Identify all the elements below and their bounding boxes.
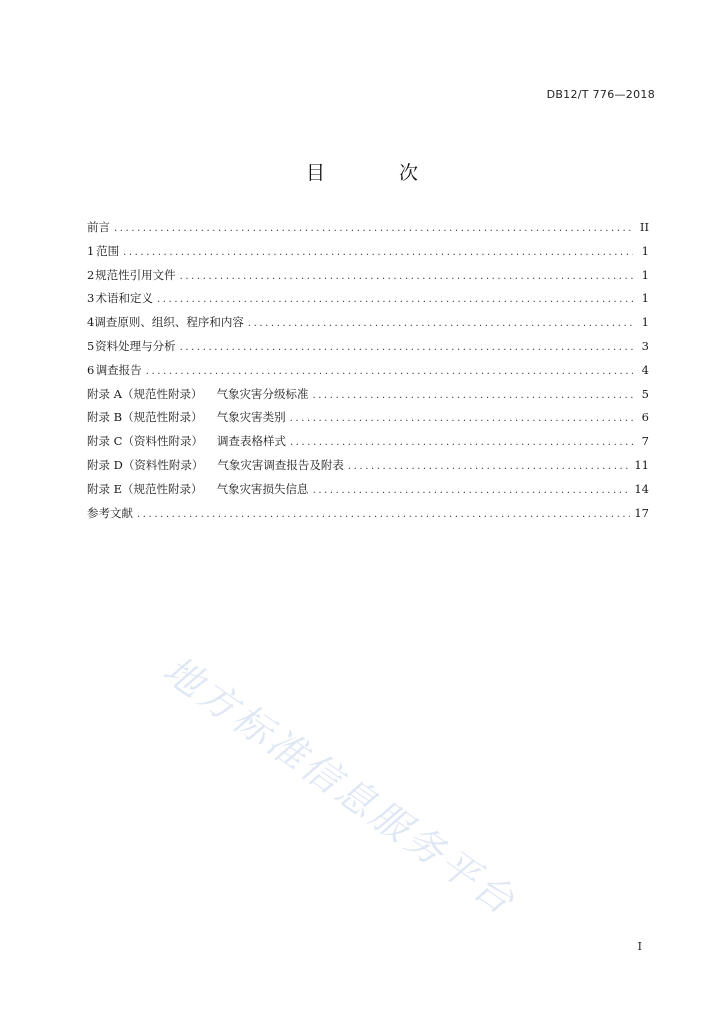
- toc-entry-label: 附录 C（资料性附录）: [87, 434, 203, 449]
- toc-dot-leader: [312, 390, 633, 401]
- toc-entry-subtitle: 气象灾害类别: [216, 410, 286, 425]
- toc-entry-label: 术语和定义: [95, 291, 153, 306]
- toc-entry-label: 附录 B（规范性附录）: [87, 410, 203, 425]
- toc-entry-label: 前言: [87, 220, 110, 234]
- toc-dot-leader: [313, 485, 631, 496]
- toc-dot-leader: [348, 461, 630, 472]
- toc-dot-leader: [114, 223, 633, 234]
- toc-entry-label: 参考文献: [87, 505, 133, 520]
- toc-entry-page: 14: [634, 481, 649, 496]
- toc-entry[interactable]: [87, 362, 649, 386]
- toc-entry-label: 附录 A（规范性附录）: [87, 386, 203, 401]
- toc-entry-page: 11: [634, 457, 649, 472]
- toc-entry-page: 6: [641, 410, 649, 425]
- toc-entry-label: 规范性引用文件: [95, 267, 176, 282]
- toc-entry-page: 5: [641, 386, 649, 401]
- toc-entry-number: 4: [87, 315, 95, 330]
- toc-entry-page: II: [639, 220, 649, 234]
- toc-entry-label: 附录 E（规范性附录）: [87, 481, 203, 496]
- document-code: DB12/T 776—2018: [546, 88, 655, 101]
- toc-entry-label: 附录 D（资料性附录）: [87, 457, 204, 472]
- toc-entry-page: 1: [641, 315, 649, 330]
- watermark: 地方标准信息服务平台: [155, 647, 525, 925]
- toc-dot-leader: [290, 413, 633, 424]
- toc-entry-subtitle: 调查表格样式: [216, 434, 286, 449]
- toc-entry[interactable]: [87, 338, 649, 362]
- toc-entry-page: 4: [641, 362, 649, 377]
- toc-entry-subtitle: 气象灾害损失信息: [216, 481, 309, 496]
- toc-entry-number: 2: [87, 267, 95, 282]
- toc-entry[interactable]: [87, 267, 649, 291]
- toc-entry-page: 1: [641, 243, 649, 258]
- toc-entry-label: 资料处理与分析: [95, 338, 176, 353]
- toc-entry-subtitle: 气象灾害分级标准: [216, 386, 309, 401]
- toc-entry[interactable]: [87, 457, 649, 481]
- toc-dot-leader: [180, 271, 633, 282]
- toc-title: 目 次: [305, 162, 453, 184]
- toc-entry-number: 5: [87, 338, 95, 353]
- toc-entry-number: 3: [87, 291, 95, 306]
- toc-dot-leader: [248, 318, 633, 329]
- toc-entry[interactable]: [87, 481, 649, 505]
- page-number: I: [637, 940, 642, 953]
- toc-dot-leader: [123, 247, 633, 258]
- toc-entry-label: 范围: [96, 243, 120, 258]
- toc-dot-leader: [290, 437, 633, 448]
- table-of-contents: [87, 219, 649, 528]
- toc-entry-page: 3: [641, 338, 649, 353]
- toc-entry-label: 调查报告: [95, 362, 142, 377]
- toc-entry[interactable]: [87, 243, 649, 267]
- toc-entry-number: 6: [87, 362, 95, 377]
- toc-entry-subtitle: 气象灾害调查报告及附表: [217, 457, 344, 472]
- toc-entry[interactable]: [87, 290, 649, 314]
- toc-dot-leader: [157, 294, 633, 305]
- toc-entry[interactable]: [87, 386, 649, 410]
- toc-entry[interactable]: [87, 219, 649, 243]
- toc-dot-leader: [180, 342, 633, 353]
- toc-entry-label: 调查原则、组织、程序和内容: [94, 315, 244, 330]
- toc-entry-page: 7: [641, 434, 649, 449]
- toc-dot-leader: [146, 366, 633, 377]
- toc-entry[interactable]: [87, 433, 649, 457]
- toc-entry[interactable]: [87, 314, 649, 338]
- toc-entry[interactable]: [87, 409, 649, 433]
- toc-entry-page: 17: [634, 505, 649, 520]
- toc-entry[interactable]: [87, 505, 649, 529]
- toc-entry-page: 1: [641, 267, 649, 282]
- toc-dot-leader: [137, 509, 630, 520]
- toc-entry-page: 1: [641, 291, 649, 306]
- toc-entry-number: 1: [87, 243, 95, 258]
